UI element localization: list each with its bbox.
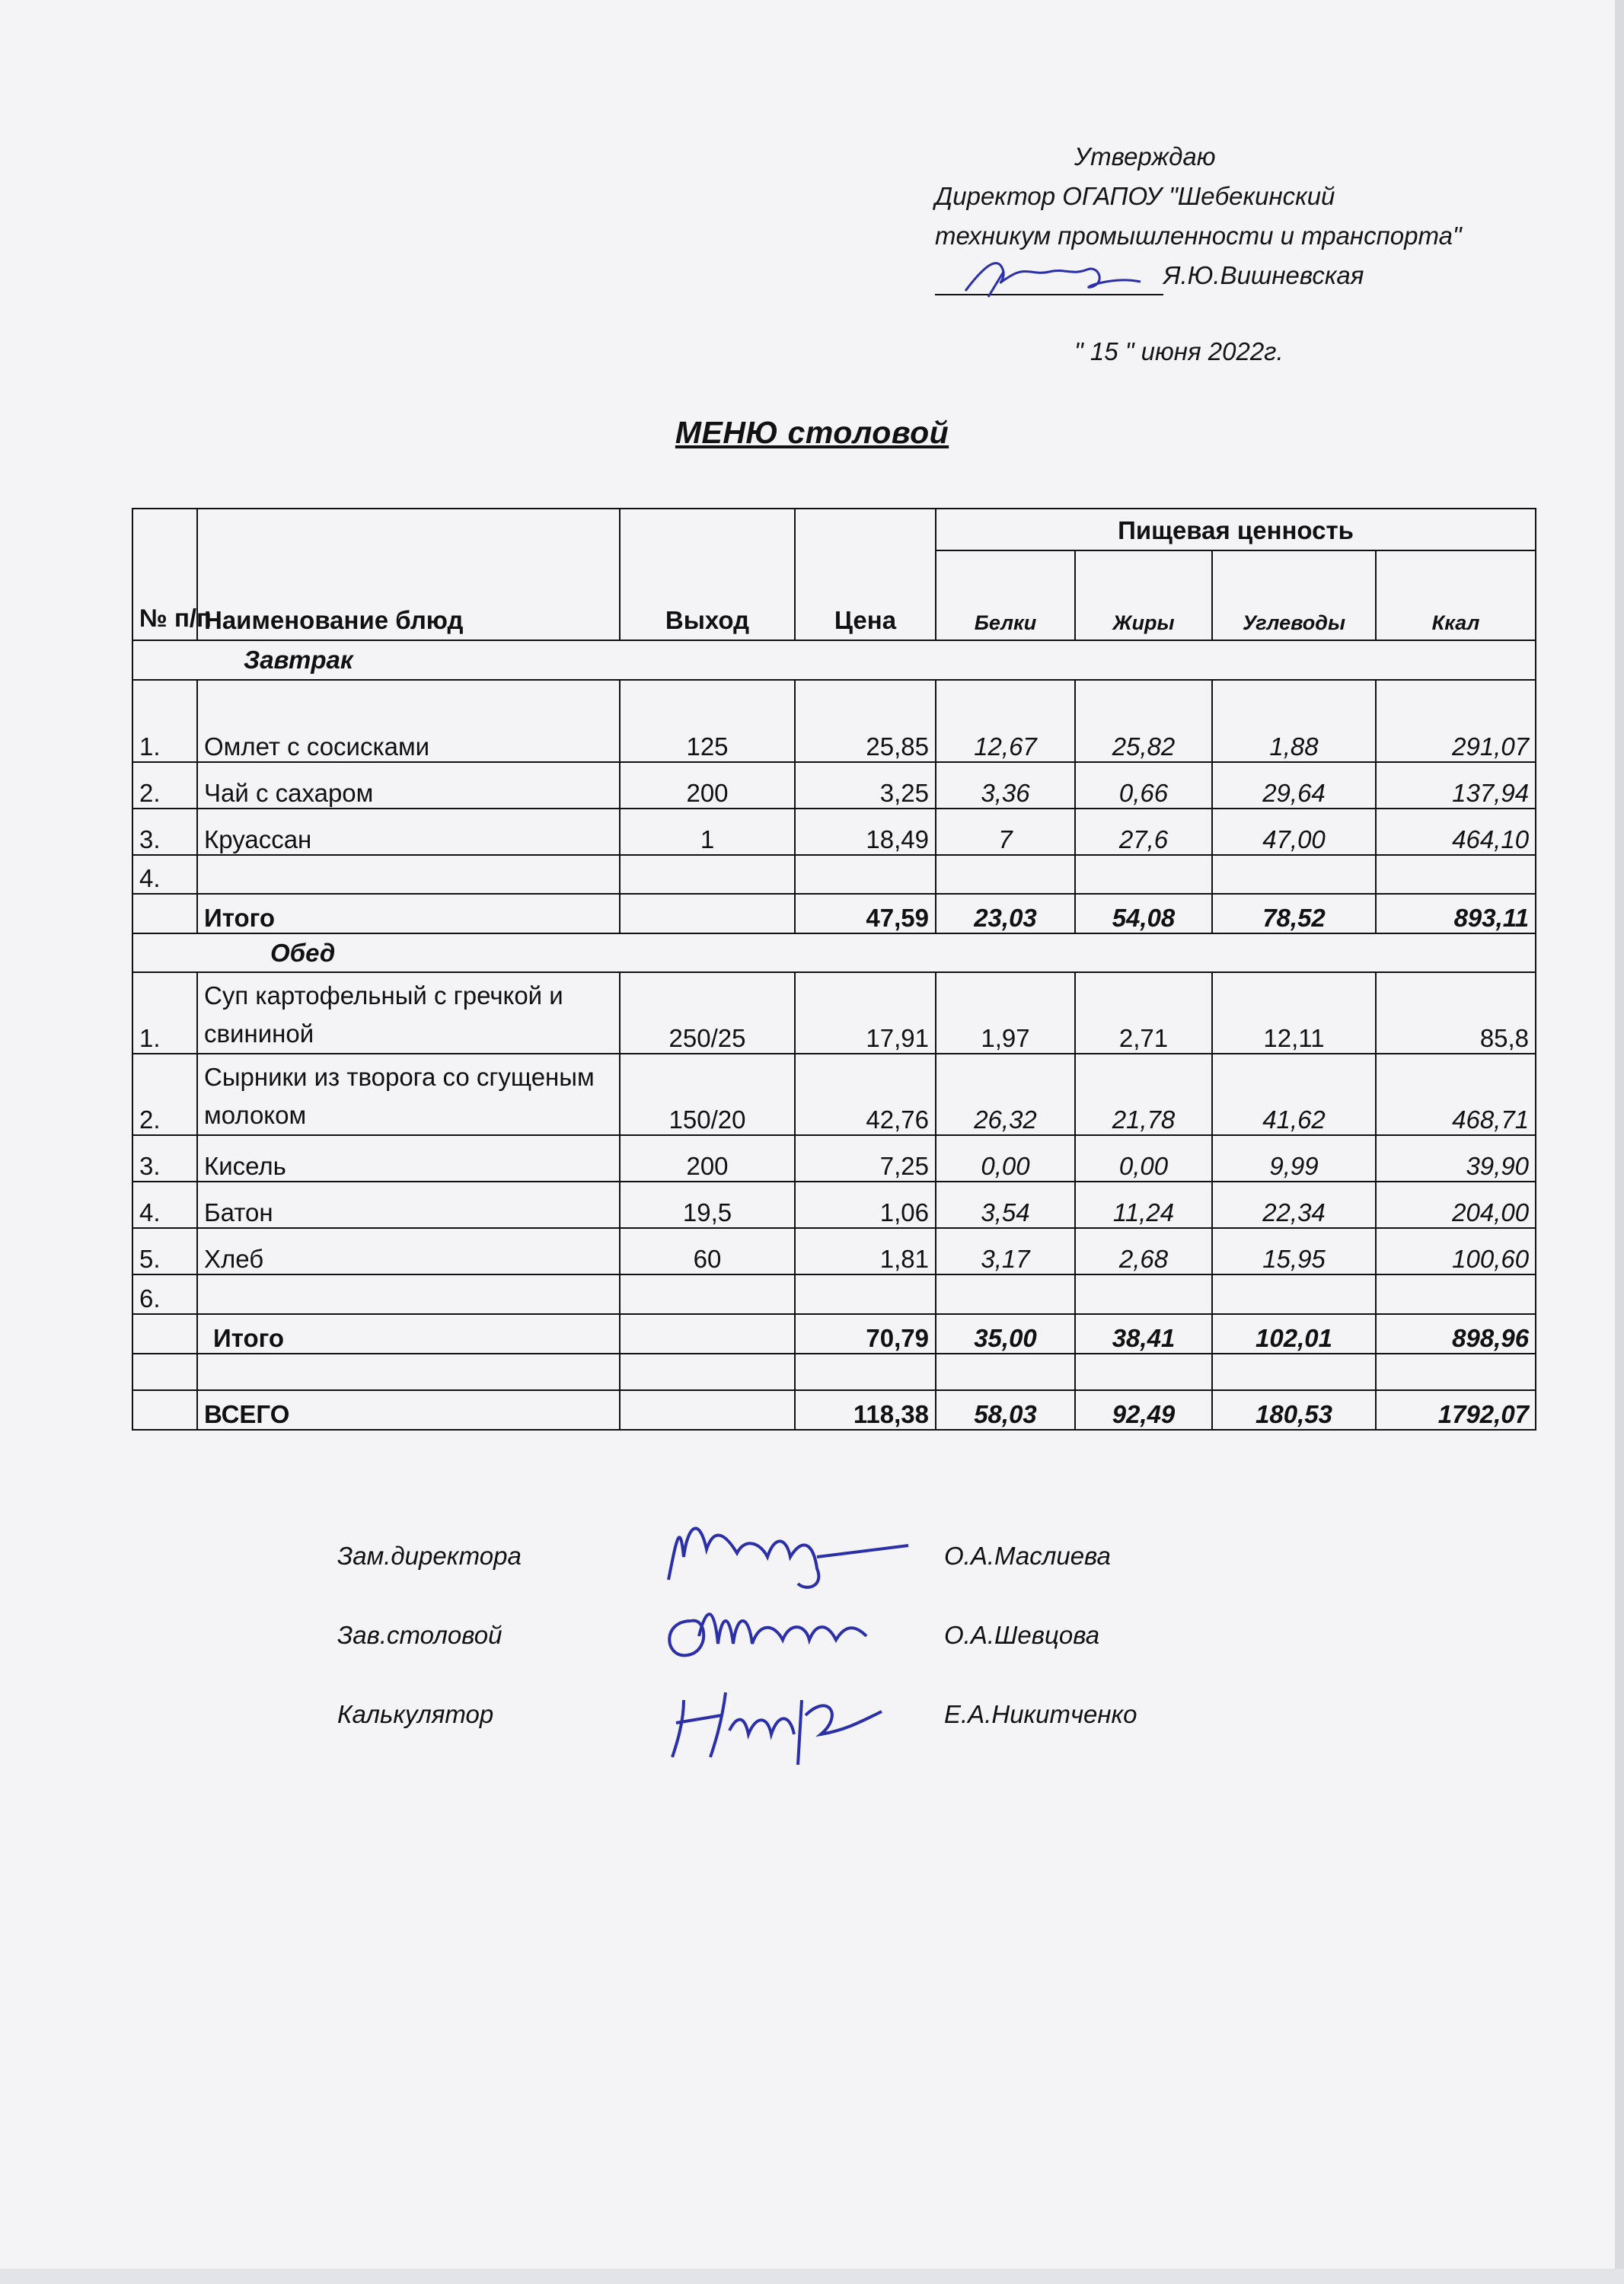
approval-line1: Директор ОГАПОУ "Шебекинский bbox=[935, 182, 1335, 210]
page-edge-bottom bbox=[0, 2269, 1624, 2284]
page-edge bbox=[1615, 0, 1624, 2284]
section-row bbox=[132, 640, 1536, 680]
signature-role: Калькулятор bbox=[337, 1700, 494, 1728]
signature-name: О.А.Шевцова bbox=[944, 1621, 1100, 1649]
total-row-lunch: Итого 70,79 35,00 38,41 102,01 898,96 bbox=[132, 1314, 1536, 1354]
signature-name: О.А.Маслиева bbox=[944, 1542, 1111, 1570]
director-signature-icon bbox=[958, 253, 1156, 298]
table-row: 4. Батон 19,5 1,06 3,54 11,24 22,34 204,00 bbox=[132, 1182, 1536, 1228]
total-row-breakfast: Итого 47,59 23,03 54,08 78,52 893,11 bbox=[132, 894, 1536, 933]
table-row: 3. Кисель 200 7,25 0,00 0,00 9,99 39,90 bbox=[132, 1135, 1536, 1182]
signature-name: Е.А.Никитченко bbox=[944, 1700, 1137, 1728]
signature-role: Зав.столовой bbox=[337, 1621, 503, 1649]
section-breakfast: Завтрак bbox=[132, 640, 1536, 680]
menu-table bbox=[132, 508, 1536, 1431]
director-name: Я.Ю.Вишневская bbox=[1163, 261, 1364, 289]
header-kcal: Ккал bbox=[1376, 550, 1536, 640]
approval-word: Утверждаю bbox=[1074, 142, 1216, 171]
signature-shevtsova-icon bbox=[653, 1590, 912, 1674]
table-row: 6. bbox=[132, 1274, 1536, 1314]
signature-row bbox=[337, 1700, 1251, 1779]
empty-row bbox=[132, 1354, 1536, 1390]
header-nutrition: Пищевая ценность bbox=[936, 509, 1536, 550]
table-row: 1. Суп картофельный с гречкой и свининой 250/25 17,91 1,97 2,71 12,11 85,8 bbox=[132, 972, 1536, 1054]
table-row: 4. bbox=[132, 855, 1536, 894]
approval-block bbox=[935, 137, 1544, 372]
header-num: № п/п bbox=[132, 509, 197, 640]
section-lunch: Обед bbox=[132, 933, 1536, 972]
signature-role: Зам.директора bbox=[337, 1542, 522, 1570]
table-row: 5. Хлеб 60 1,81 3,17 2,68 15,95 100,60 bbox=[132, 1228, 1536, 1274]
approval-line2: техникум промышленности и транспорта" bbox=[935, 222, 1462, 250]
header-carbs: Углеводы bbox=[1212, 550, 1376, 640]
header-name: Наименование блюд bbox=[197, 509, 620, 640]
table-row: 2. Сырники из творога со сгущеным молоком 150/20 42,76 26,32 21,78 41,62 468,71 bbox=[132, 1054, 1536, 1135]
table-row: 2. Чай с сахаром 200 3,25 3,36 0,66 29,64 137,94 bbox=[132, 762, 1536, 809]
header-fat: Жиры bbox=[1075, 550, 1212, 640]
signature-nikitchenko-icon bbox=[653, 1670, 912, 1769]
grand-total-row: ВСЕГО 118,38 58,03 92,49 180,53 1792,07 bbox=[132, 1390, 1536, 1430]
page-title: МЕНЮ столовой bbox=[675, 415, 949, 450]
table-row: 3. Круассан 1 18,49 7 27,6 47,00 464,10 bbox=[132, 809, 1536, 855]
director-signature bbox=[935, 268, 1163, 295]
header-protein: Белки bbox=[936, 550, 1075, 640]
signatures-block bbox=[337, 1542, 1251, 1779]
approval-date: " 15 " июня 2022г. bbox=[1074, 337, 1284, 365]
section-row bbox=[132, 933, 1536, 972]
table-row: 1. Омлет с сосисками 125 25,85 12,67 25,82 1,88 291,07 bbox=[132, 680, 1536, 762]
header-output: Выход bbox=[620, 509, 795, 640]
header-price: Цена bbox=[795, 509, 936, 640]
approval-signature-line bbox=[935, 256, 1544, 295]
signature-maslieva-icon bbox=[653, 1511, 912, 1595]
